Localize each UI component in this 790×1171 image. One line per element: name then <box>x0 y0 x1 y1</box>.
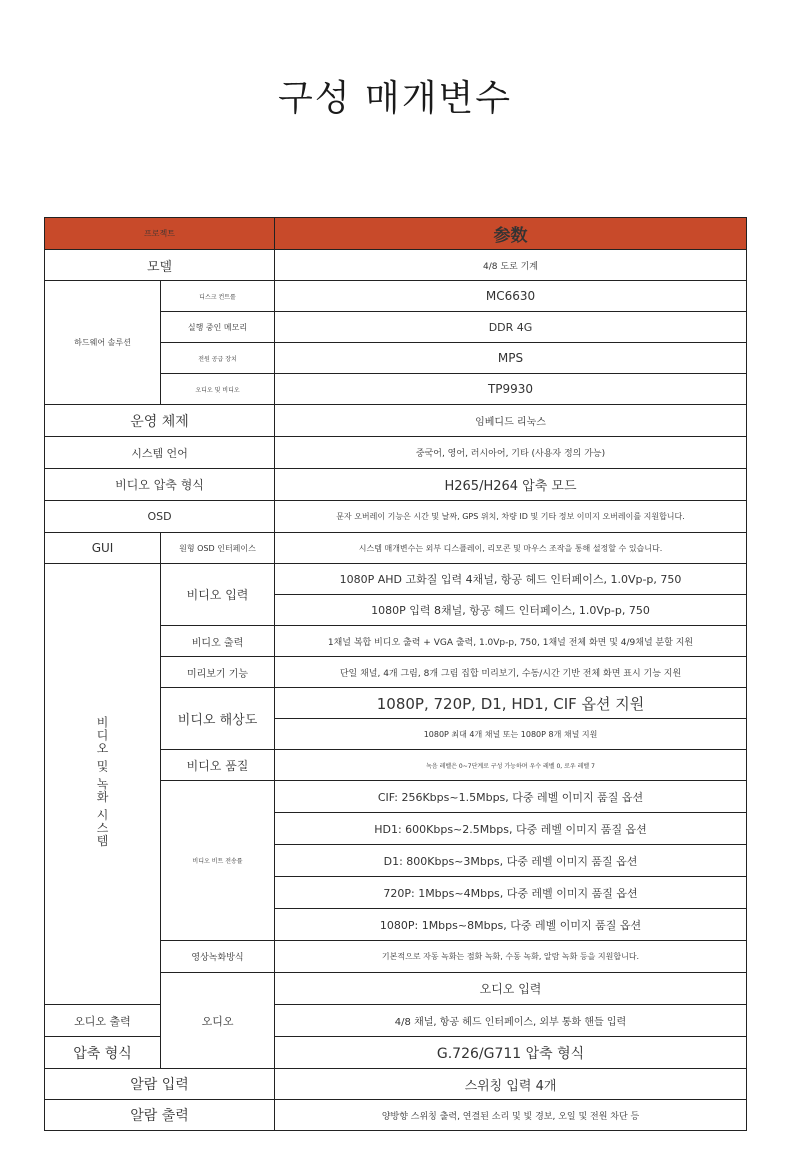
row-value-osd: 문자 오버레이 기능은 시간 및 날짜, GPS 위치, 차량 ID 및 기타 정보 이미지 오버레이를 지원합니다. <box>275 501 747 533</box>
row-label-bitrate: 비디오 비트 전송률 <box>161 781 275 941</box>
row-label-audio-input: 오디오 입력 <box>275 973 747 1005</box>
table-row <box>45 469 747 501</box>
table-header-row <box>45 218 747 250</box>
row-label-alarm-output: 알람 출력 <box>45 1100 275 1131</box>
group-label-video <box>45 564 161 1005</box>
row-value-power-supply: MPS <box>275 343 747 374</box>
header-params: 参数 <box>275 218 747 250</box>
row-label-disk-controller: 디스크 컨트롤 <box>161 281 275 312</box>
row-value-disk-controller: MC6630 <box>275 281 747 312</box>
row-value-audio-video: TP9930 <box>275 374 747 405</box>
row-label-alarm-input: 알람 입력 <box>45 1069 275 1100</box>
row-value-alarm-output: 양방향 스위칭 출력, 연결된 소리 및 빛 경보, 오일 및 전원 차단 등 <box>275 1100 747 1131</box>
group-label-video-text: 비디오 및 녹화 시스템 <box>95 716 109 848</box>
row-label-memory: 실행 중인 메모리 <box>161 312 275 343</box>
table-row <box>45 437 747 469</box>
row-label-audio-video: 오디오 및 비디오 <box>161 374 275 405</box>
table-row <box>45 501 747 533</box>
row-label-os: 운영 체제 <box>45 405 275 437</box>
table-row <box>45 250 747 281</box>
row-label-quality: 비디오 품질 <box>161 750 275 781</box>
row-label-model: 모델 <box>45 250 275 281</box>
row-value-compression: H265/H264 압축 모드 <box>275 469 747 501</box>
row-label-audio-compression: 압축 형식 <box>45 1037 161 1069</box>
group-label-hardware: 하드웨어 솔루션 <box>45 281 161 405</box>
row-label-compression: 비디오 압축 형식 <box>45 469 275 501</box>
row-label-preview: 미리보기 기능 <box>161 657 275 688</box>
table-row <box>45 405 747 437</box>
row-value-record-mode: 기본적으로 자동 녹화는 점화 녹화, 수동 녹화, 알람 녹화 등을 지원합니다. <box>275 941 747 973</box>
row-label-resolution: 비디오 해상도 <box>161 688 275 750</box>
row-label-osd: OSD <box>45 501 275 533</box>
row-label-video-output: 비디오 출력 <box>161 626 275 657</box>
row-value-resolution-1: 1080P, 720P, D1, HD1, CIF 옵션 지원 <box>275 688 747 719</box>
row-label-gui: GUI <box>45 533 161 564</box>
row-value-video-output: 1채널 복합 비디오 출력 + VGA 출력, 1.0Vp-p, 750, 1채널 전체 화면 및 4/9채널 분할 지원 <box>275 626 747 657</box>
table-row <box>45 1069 747 1100</box>
row-value-resolution-2: 1080P 최대 4개 채널 또는 1080P 8개 채널 지원 <box>275 719 747 750</box>
row-value-audio-output: 4/8 채널, 항공 헤드 인터페이스, 외부 통화 핸들 입력 <box>275 1005 747 1037</box>
row-value-memory: DDR 4G <box>275 312 747 343</box>
table-row <box>45 564 747 595</box>
row-label-audio-output: 오디오 출력 <box>45 1005 161 1037</box>
row-label-language: 시스템 언어 <box>45 437 275 469</box>
row-value-alarm-input: 스위칭 입력 4개 <box>275 1069 747 1100</box>
row-value-language: 중국어, 영어, 러시아어, 기타 (사용자 정의 가능) <box>275 437 747 469</box>
row-value-quality: 녹음 레벨은 0~7단계로 구성 가능하며 우수 레벨 0, 로우 레벨 7 <box>275 750 747 781</box>
row-value-video-input-2: 1080P 입력 8채널, 항공 헤드 인터페이스, 1.0Vp-p, 750 <box>275 595 747 626</box>
table-row <box>45 1005 747 1037</box>
page-title: 구성 매개변수 <box>277 78 513 119</box>
row-value-bitrate-720p: 720P: 1Mbps~4Mbps, 다중 레벨 이미지 품질 옵션 <box>275 877 747 909</box>
table-row <box>45 533 747 564</box>
row-value-gui: 시스템 매개변수는 외부 디스플레이, 리모콘 및 마우스 조작을 통해 설정할 수 있습니다. <box>275 533 747 564</box>
row-label-video-input: 비디오 입력 <box>161 564 275 626</box>
row-value-bitrate-hd1: HD1: 600Kbps~2.5Mbps, 다중 레벨 이미지 품질 옵션 <box>275 813 747 845</box>
row-label-record-mode: 영상녹화방식 <box>161 941 275 973</box>
header-project: 프로젝트 <box>45 218 275 250</box>
row-value-model: 4/8 도로 기계 <box>275 250 747 281</box>
spec-table <box>44 217 747 1131</box>
row-value-audio-compression: G.726/G711 압축 형식 <box>275 1037 747 1069</box>
row-value-bitrate-d1: D1: 800Kbps~3Mbps, 다중 레벨 이미지 품질 옵션 <box>275 845 747 877</box>
row-value-preview: 단일 채널, 4개 그림, 8개 그림 집합 미리보기, 수동/시간 기반 전체 화면 표시 기능 지원 <box>275 657 747 688</box>
row-value-bitrate-cif: CIF: 256Kbps~1.5Mbps, 다중 레벨 이미지 품질 옵션 <box>275 781 747 813</box>
row-value-bitrate-1080p: 1080P: 1Mbps~8Mbps, 다중 레벨 이미지 품질 옵션 <box>275 909 747 941</box>
table-row <box>45 1037 747 1069</box>
table-row <box>45 1100 747 1131</box>
row-sublabel-gui: 원형 OSD 인터페이스 <box>161 533 275 564</box>
group-label-audio: 오디오 <box>161 973 275 1069</box>
row-value-os: 임베디드 리눅스 <box>275 405 747 437</box>
row-label-power-supply: 전원 공급 장치 <box>161 343 275 374</box>
table-row <box>45 281 747 312</box>
row-value-video-input-1: 1080P AHD 고화질 입력 4채널, 항공 헤드 인터페이스, 1.0Vp-p, 750 <box>275 564 747 595</box>
